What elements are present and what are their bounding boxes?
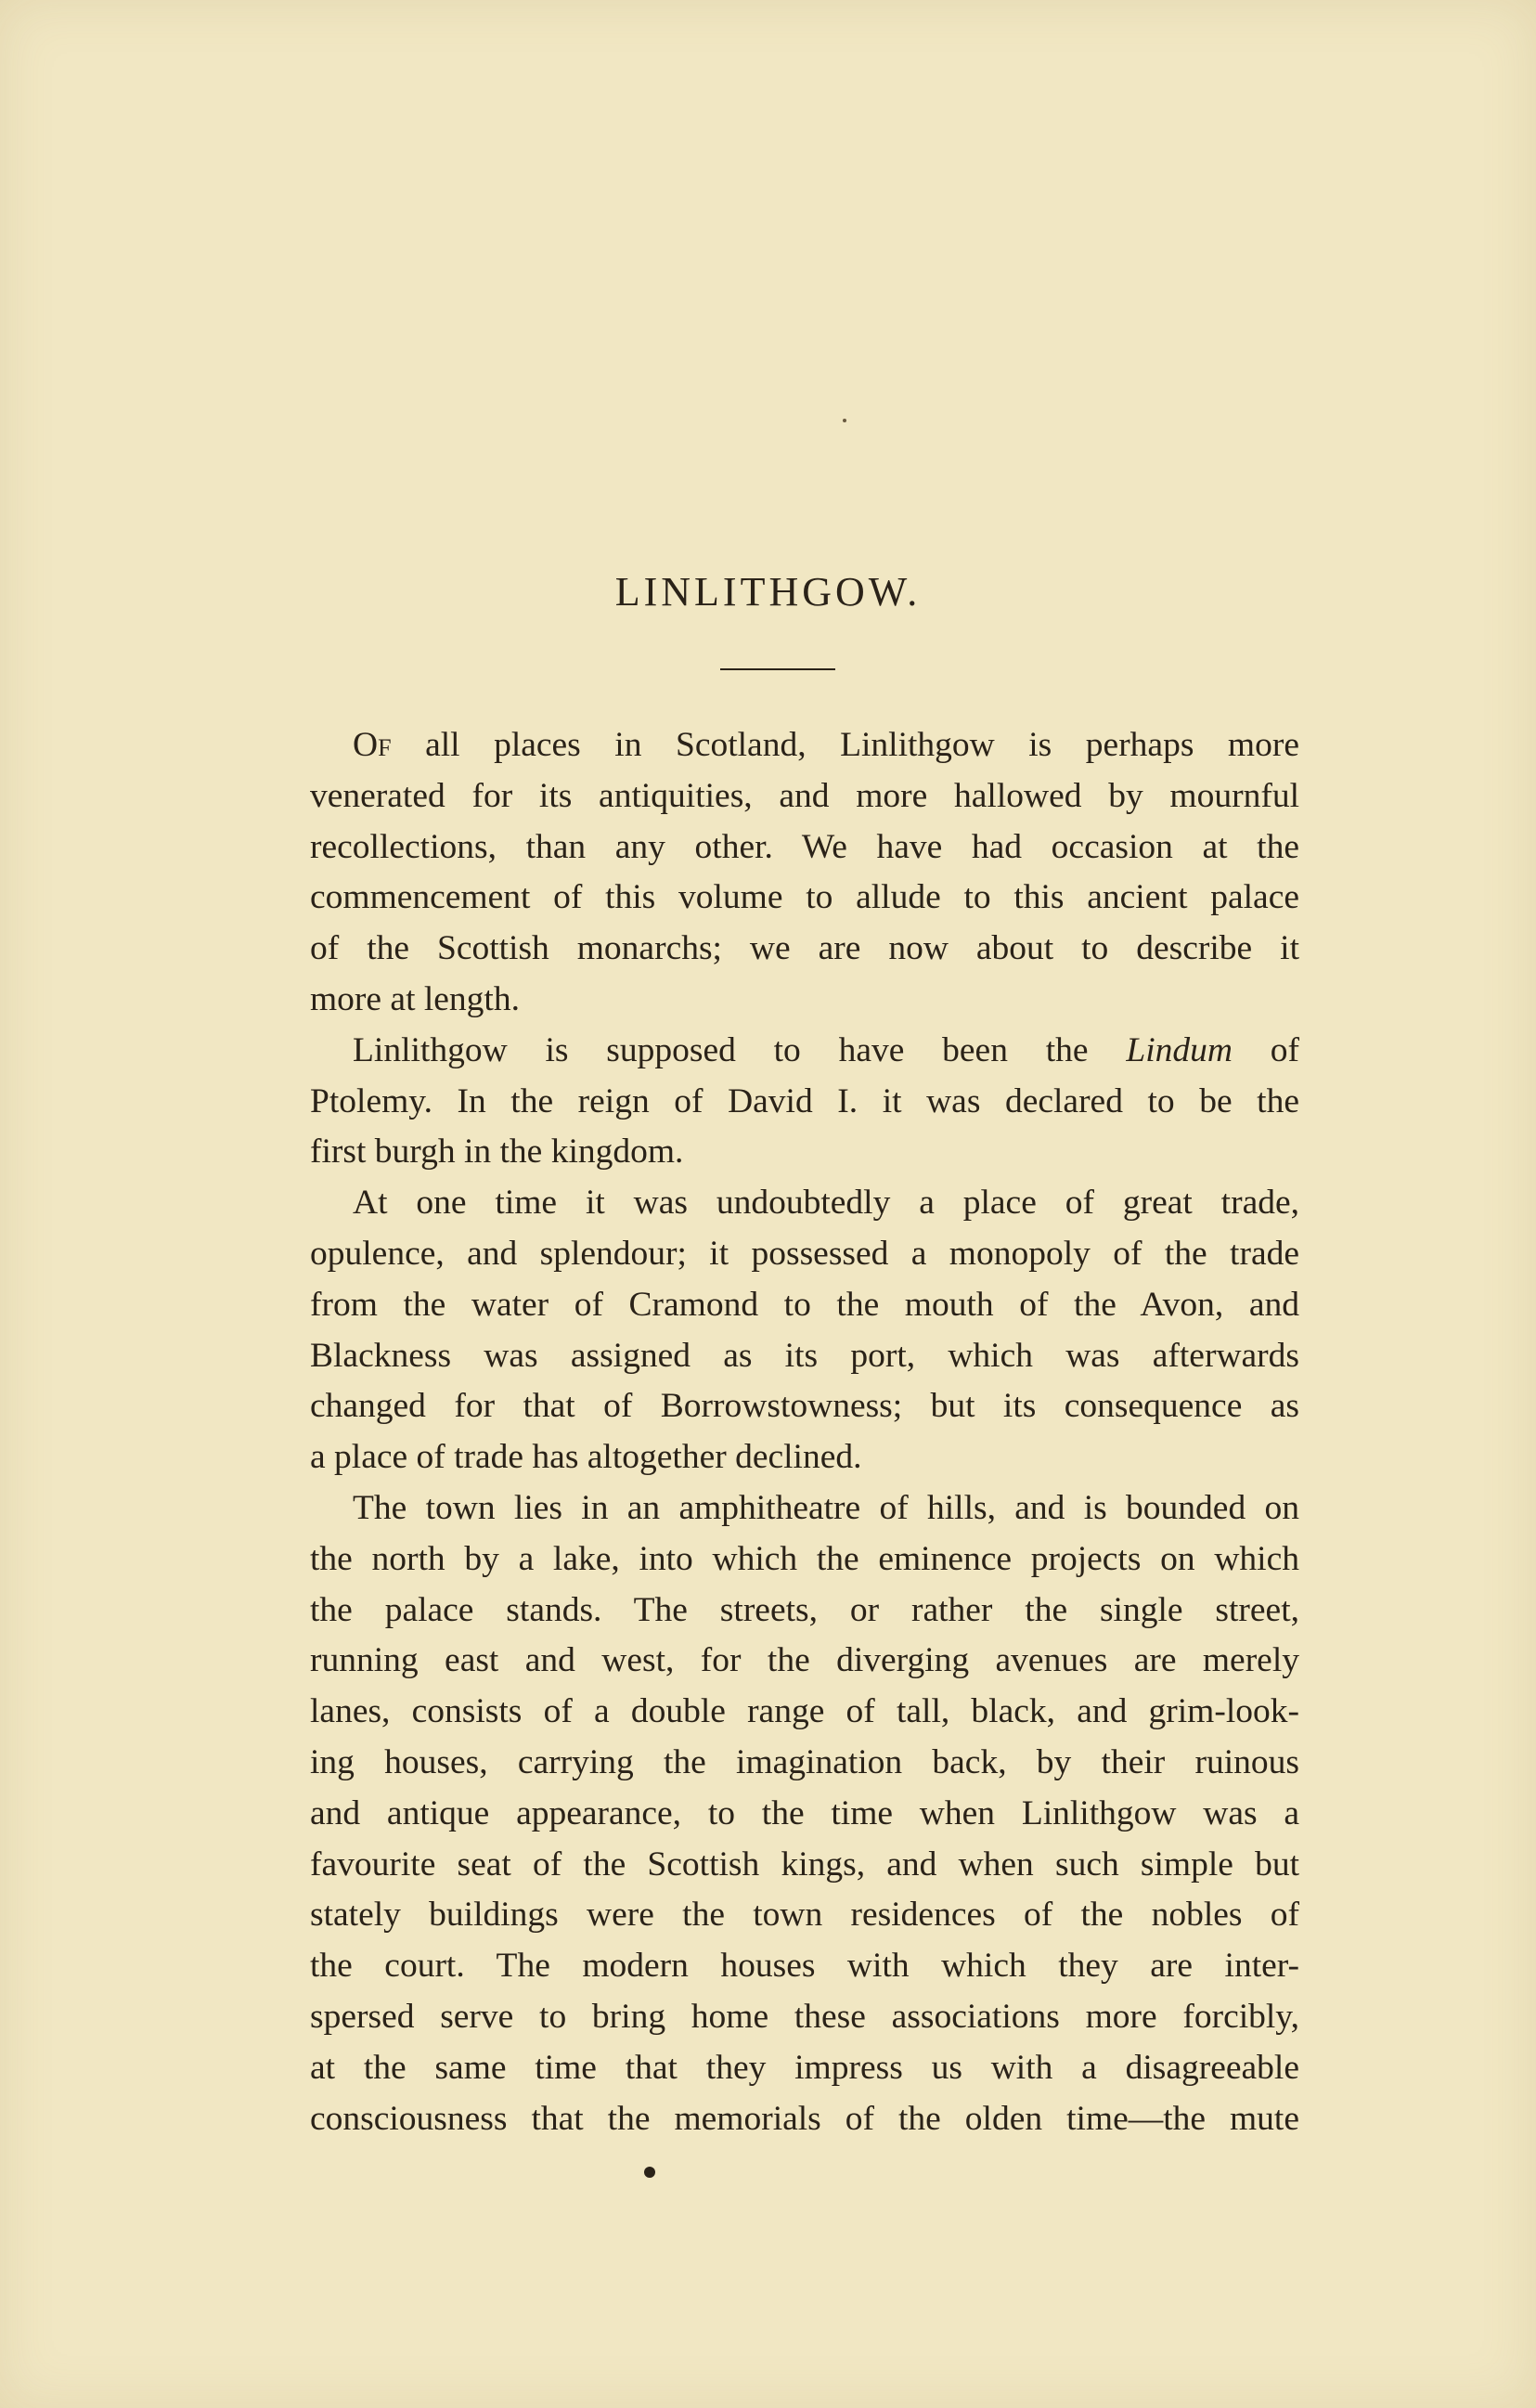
dropcap: Of bbox=[353, 726, 392, 764]
text-line: spersed serve to bring home these associations more forcibly, bbox=[310, 1997, 1299, 2036]
paragraph-4 bbox=[264, 1483, 1299, 2144]
text-line: commencement of this volume to allude to this ancient palace bbox=[310, 878, 1299, 917]
text-line: opulence, and splendour; it possessed a monopoly of the trade bbox=[310, 1234, 1299, 1273]
text-line: and antique appearance, to the time when Linlithgow was a bbox=[310, 1793, 1299, 1832]
paragraph-1 bbox=[264, 720, 1299, 1026]
text-line: of the Scottish monarchs; we are now about to describe it bbox=[310, 929, 1299, 968]
text-line: running east and west, for the diverging avenues are merely bbox=[310, 1641, 1299, 1680]
paper-speck bbox=[843, 419, 846, 422]
text-line: first burgh in the kingdom. bbox=[310, 1133, 684, 1172]
text-line: at the same time that they impress us with a disagreeable bbox=[310, 2048, 1299, 2087]
text-line: recollections, than any other. We have had occasion at the bbox=[310, 827, 1299, 866]
text-line: Of all places in Scotland, Linlithgow is perhaps more bbox=[353, 726, 1299, 764]
text-line: a place of trade has altogether declined. bbox=[310, 1438, 862, 1477]
text-line: lanes, consists of a double range of tall, black, and grim-look- bbox=[310, 1692, 1299, 1731]
italic-lindum: Lindum bbox=[1126, 1030, 1233, 1069]
text-line: Linlithgow is supposed to have been the Lindum of bbox=[353, 1030, 1299, 1069]
footer-bullet-mark bbox=[644, 2167, 655, 2178]
text-line: ing houses, carrying the imagination back, by their ruinous bbox=[310, 1742, 1299, 1781]
text-line: the north by a lake, into which the eminence projects on which bbox=[310, 1539, 1299, 1578]
text-line: Blackness was assigned as its port, which was afterwards bbox=[310, 1336, 1299, 1375]
text-line: favourite seat of the Scottish kings, and when such simple but bbox=[310, 1845, 1299, 1884]
text-line: At one time it was undoubtedly a place of great trade, bbox=[353, 1184, 1299, 1223]
text-line: the palace stands. The streets, or rather the single street, bbox=[310, 1590, 1299, 1629]
title-rule bbox=[720, 668, 835, 670]
paragraph-2 bbox=[264, 1026, 1299, 1178]
text-line: Ptolemy. In the reign of David I. it was declared to be the bbox=[310, 1081, 1299, 1120]
text-line: The town lies in an amphitheatre of hills, and is bounded on bbox=[353, 1488, 1299, 1527]
body-text bbox=[264, 720, 1299, 2144]
text-line: consciousness that the memorials of the olden time—the mute bbox=[310, 2099, 1299, 2138]
text-line: venerated for its antiquities, and more hallowed by mournful bbox=[310, 776, 1299, 815]
text-line: stately buildings were the town residences of the nobles of bbox=[310, 1896, 1299, 1935]
text-line: changed for that of Borrowstowness; but its consequence as bbox=[310, 1387, 1299, 1426]
text-line: the court. The modern houses with which they are inter- bbox=[310, 1947, 1299, 1986]
text-line: more at length. bbox=[310, 979, 520, 1018]
text-line: from the water of Cramond to the mouth of the Avon, and bbox=[310, 1285, 1299, 1324]
page-title: LINLITHGOW. bbox=[614, 569, 922, 615]
paragraph-3 bbox=[264, 1178, 1299, 1483]
